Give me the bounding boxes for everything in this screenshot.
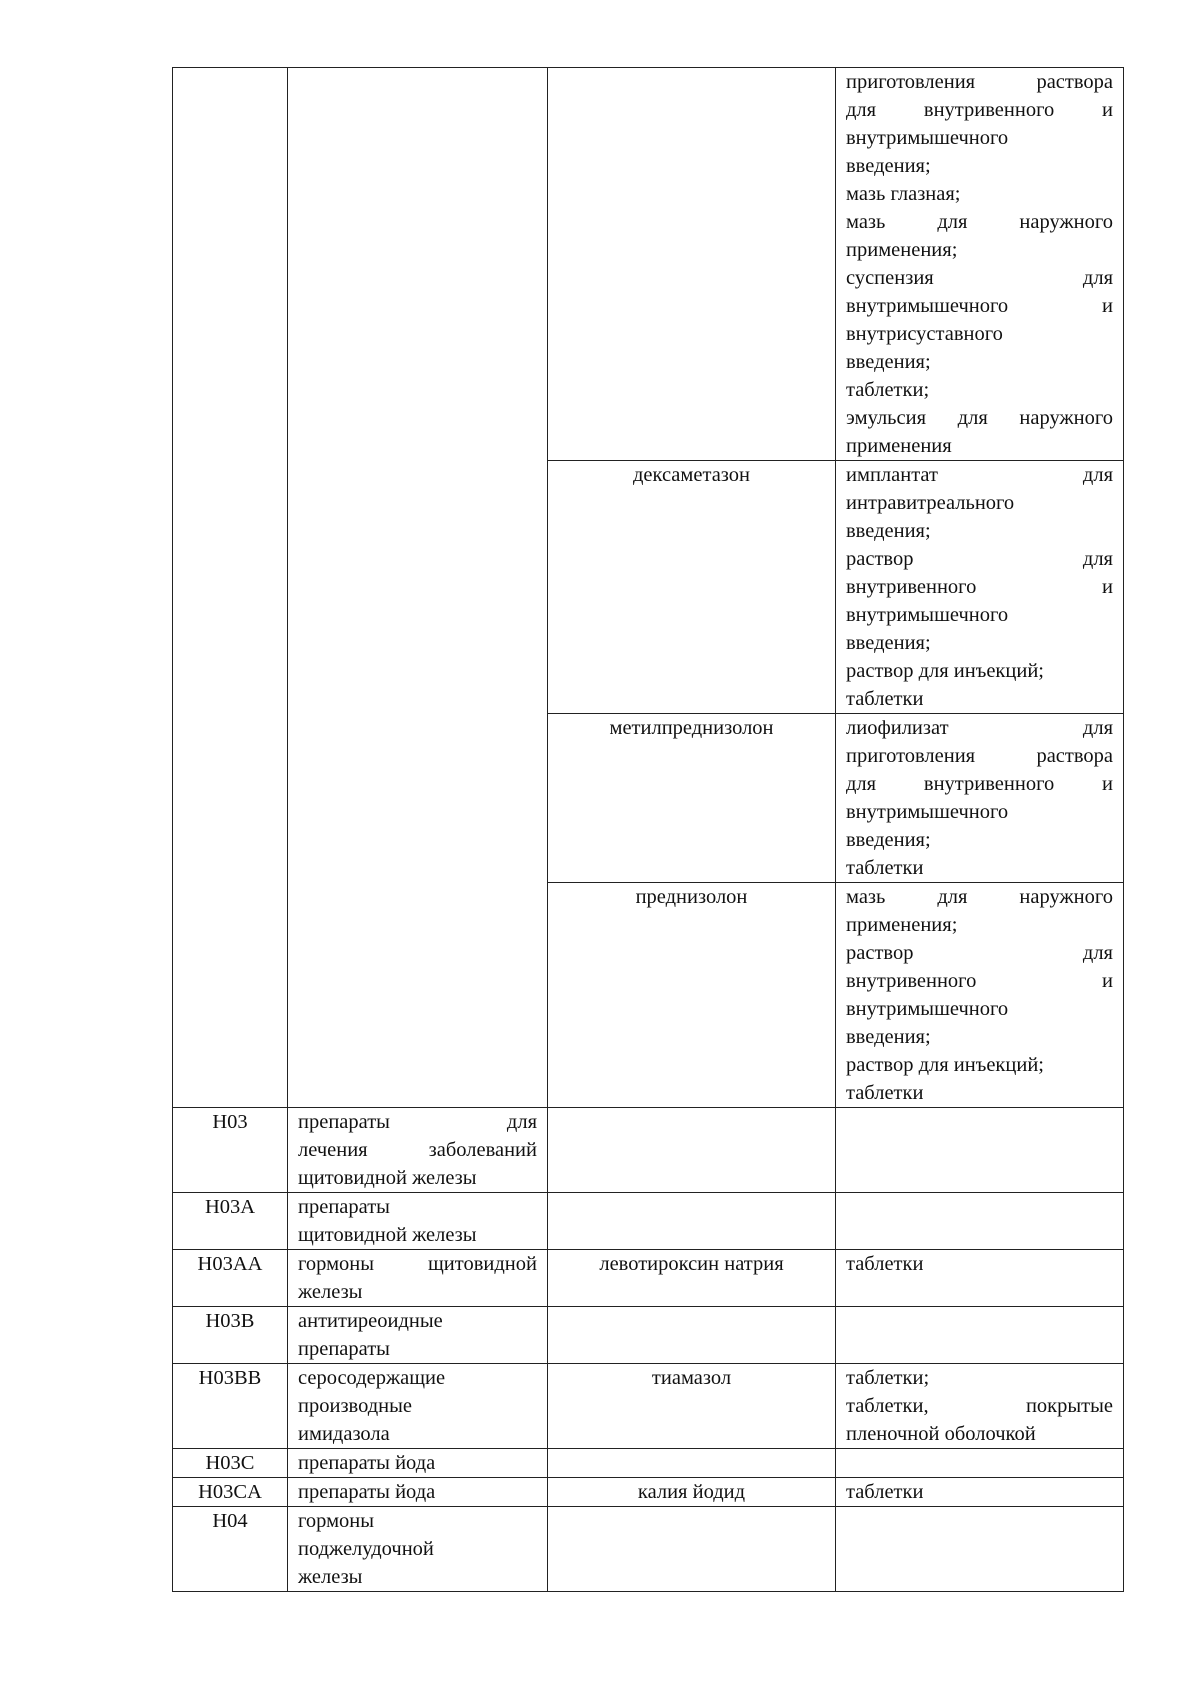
name-line: щитовидной железы [298, 1167, 477, 1189]
group-name-cell [288, 1307, 548, 1364]
form-line: применения; [846, 239, 958, 261]
group-name-cell [288, 1108, 548, 1193]
form-line: внутримышечного [846, 127, 1009, 149]
dosage-forms-cell [836, 1250, 1124, 1307]
form-line: приготовления раствора [846, 745, 1113, 767]
group-name-cell [288, 1250, 548, 1307]
inn-cell: левотироксин натрия [548, 1250, 836, 1307]
table-row [173, 1250, 1124, 1307]
inn-cell [548, 461, 836, 714]
form-line: пленочной оболочкой [846, 1423, 1036, 1445]
form-line: внутривенного и [846, 970, 1113, 992]
inn-cell [548, 1449, 836, 1478]
form-line: лиофилизат для [846, 717, 1113, 739]
form-line: интравитреального [846, 492, 1015, 514]
form-line: суспензия для [846, 267, 1113, 289]
name-line: имидазола [298, 1423, 390, 1445]
form-line: внутривенного и [846, 576, 1113, 598]
name-line: препараты йода [298, 1452, 436, 1474]
form-line: введения; [846, 829, 931, 851]
group-name-cell [288, 1478, 548, 1507]
form-line: раствор для [846, 942, 1113, 964]
inn-label: дексаметазон [632, 464, 750, 486]
form-line: таблетки; [846, 1367, 930, 1389]
atc-code-cell [173, 68, 288, 1108]
form-line: введения; [846, 1026, 931, 1048]
form-line: раствор для инъекций; [846, 660, 1044, 682]
name-line: железы [298, 1281, 363, 1303]
name-line: препараты йода [298, 1481, 436, 1503]
table-row [173, 1364, 1124, 1449]
name-line: железы [298, 1566, 363, 1588]
name-line: гормоны [298, 1510, 375, 1532]
name-line: препараты [298, 1196, 390, 1218]
form-line: внутрисуставного [846, 323, 1003, 345]
dosage-forms-cell [836, 1108, 1124, 1193]
inn-cell [548, 1507, 836, 1592]
atc-code-cell: H03 [173, 1108, 288, 1193]
form-line: приготовления раствора [846, 71, 1113, 93]
dosage-forms-cell [836, 1449, 1124, 1478]
inn-cell [548, 1307, 836, 1364]
form-line: применения; [846, 914, 958, 936]
dosage-forms-cell [836, 461, 1124, 714]
form-line: таблетки [846, 1481, 924, 1503]
form-line: введения; [846, 351, 931, 373]
form-line: таблетки; [846, 379, 930, 401]
name-line: препараты для [298, 1111, 537, 1133]
form-line: таблетки [846, 857, 924, 879]
group-name-cell [288, 1364, 548, 1449]
name-line: лечения заболеваний [298, 1139, 537, 1161]
table-row [173, 1108, 1124, 1193]
atc-code-cell: H03CA [173, 1478, 288, 1507]
table-row [173, 1193, 1124, 1250]
dosage-forms-cell [836, 1307, 1124, 1364]
form-line: таблетки [846, 1253, 924, 1275]
form-line: введения; [846, 520, 931, 542]
inn-label: метилпреднизолон [609, 717, 774, 739]
atc-code-cell: H03A [173, 1193, 288, 1250]
inn-cell [548, 68, 836, 461]
dosage-forms-cell [836, 68, 1124, 461]
dosage-forms-cell [836, 1478, 1124, 1507]
name-line: антитиреоидные [298, 1310, 443, 1332]
drug-table [172, 67, 1124, 1592]
form-line: имплантат для [846, 464, 1113, 486]
group-name-cell [288, 68, 548, 1108]
form-line: внутримышечного и [846, 295, 1113, 317]
group-name-cell [288, 1193, 548, 1250]
dosage-forms-cell [836, 883, 1124, 1108]
form-line: таблетки [846, 688, 924, 710]
form-line: внутримышечного [846, 604, 1009, 626]
atc-code-cell: H03BB [173, 1364, 288, 1449]
name-line: серосодержащие [298, 1367, 446, 1389]
form-line: раствор для [846, 548, 1113, 570]
dosage-forms-cell [836, 714, 1124, 883]
form-line: введения; [846, 155, 931, 177]
dosage-forms-cell [836, 1193, 1124, 1250]
form-line: таблетки [846, 1082, 924, 1104]
inn-cell: тиамазол [548, 1364, 836, 1449]
form-line: таблетки, покрытые [846, 1395, 1113, 1417]
table-row [173, 1507, 1124, 1592]
inn-cell [548, 883, 836, 1108]
dosage-forms-cell [836, 1507, 1124, 1592]
group-name-cell [288, 1449, 548, 1478]
form-line: внутримышечного [846, 998, 1009, 1020]
inn-cell: калия йодид [548, 1478, 836, 1507]
atc-code-cell: H04 [173, 1507, 288, 1592]
table-row [173, 1478, 1124, 1507]
name-line: гормоны щитовидной [298, 1253, 537, 1275]
inn-cell [548, 1193, 836, 1250]
form-line: для внутривенного и [846, 773, 1113, 795]
name-line: поджелудочной [298, 1538, 434, 1560]
name-line: производные [298, 1395, 413, 1417]
form-line: эмульсия для наружного [846, 407, 1113, 429]
inn-label: преднизолон [635, 886, 748, 908]
inn-cell [548, 1108, 836, 1193]
form-line: мазь для наружного [846, 211, 1113, 233]
name-line: щитовидной железы [298, 1224, 477, 1246]
dosage-forms-cell [836, 1364, 1124, 1449]
inn-cell [548, 714, 836, 883]
form-line: мазь для наружного [846, 886, 1113, 908]
form-line: введения; [846, 632, 931, 654]
table-row [173, 1307, 1124, 1364]
atc-code-cell: H03C [173, 1449, 288, 1478]
form-line: применения [846, 435, 952, 457]
table-row [173, 68, 1124, 461]
form-line: для внутривенного и [846, 99, 1113, 121]
form-line: мазь глазная; [846, 183, 961, 205]
atc-code-cell: H03AA [173, 1250, 288, 1307]
name-line: препараты [298, 1338, 390, 1360]
atc-code-cell: H03B [173, 1307, 288, 1364]
form-line: внутримышечного [846, 801, 1009, 823]
form-line: раствор для инъекций; [846, 1054, 1044, 1076]
group-name-cell [288, 1507, 548, 1592]
table-row [173, 1449, 1124, 1478]
